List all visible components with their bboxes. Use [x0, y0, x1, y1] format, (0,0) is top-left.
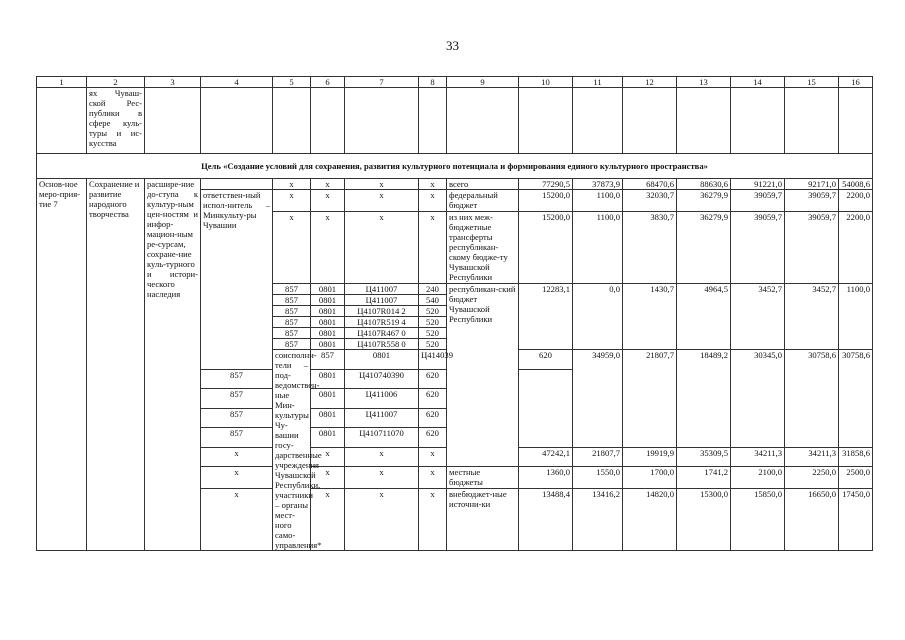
carry-over-text: ях Чуваш-ской Рес-публики в сфере куль-туры и ис-кусства: [87, 88, 145, 154]
source-label: республикан-ский бюджет Чувашской Республики: [447, 284, 519, 467]
col-header: 16: [839, 77, 873, 88]
col-header: 6: [311, 77, 345, 88]
source-label: из них меж-бюджетные трансферты республикан-скому бюдже-ту Чувашской Республики: [447, 212, 519, 284]
table-row: 857 0801 Ц4107R519 4 520: [37, 317, 873, 328]
col-header: 5: [273, 77, 311, 88]
table-row: 857 0801 Ц4107R014 2 520: [37, 306, 873, 317]
table-row: Основ-ное меро-прия-тие 7 Сохранение и развитие народного творчества расшире-ние до-ступа к культур-ным цен-ностям и инфор-мацион-ным ре-сурсам, сохране-ние куль-турного и истори-ческого наследия x x x x всего 77290,5 37873,9 68470,6 88630,6 91221,0 92171,0 54008,6: [37, 179, 873, 190]
column-number-row: [37, 77, 873, 88]
measure-goal: расшире-ние до-ступа к культур-ным цен-ностям и инфор-мацион-ным ре-сурсам, сохране-ние куль-турного и истори-ческого наследия: [145, 179, 201, 551]
table-row: 857 0801 Ц411007 620: [37, 408, 873, 428]
col-header: 15: [785, 77, 839, 88]
source-label: федеральный бюджет: [447, 190, 519, 212]
col-header: 10: [519, 77, 573, 88]
measure-number: Основ-ное меро-прия-тие 7: [37, 179, 87, 551]
measure-title: Сохранение и развитие народного творчества: [87, 179, 145, 551]
table-row: x x x x внебюджет-ные источни-ки 13488,4 13416,2 14820,0 15300,0 15850,0 16650,0 17450,0: [37, 489, 873, 551]
col-header: 11: [573, 77, 623, 88]
goal-title: Цель «Создание условий для сохранения, развития культурного потенциала и формирования единого культурного пространства»: [37, 154, 873, 179]
table-row: 857 0801 Ц411007 240 республикан-ский бюджет Чувашской Республики 12283,1 0,0 1430,7 4964,5 3452,7 3452,7 1100,0: [37, 284, 873, 295]
table-row: соисполни-тели – под-ведомствен-ные Мин-культуры Чу-вашии госу-дарственные учреждения Чувашской Республики, участники – органы мест-ного само-управления* 857 0801 Ц414039 620 34959,0 21807,7 18489,2 30345,0 30758,6 30758,6: [37, 350, 873, 370]
table-row: 857 0801 Ц4107R467 0 520: [37, 328, 873, 339]
executor-responsible: ответствен-ный испол-нитель – Минкульту-ры Чувашии: [201, 190, 273, 370]
col-header: 9: [447, 77, 519, 88]
table-row: 857 0801 Ц4107R558 0 520: [37, 339, 873, 350]
col-header: 3: [145, 77, 201, 88]
table-row: x x x x местные бюджеты 1360,0 1550,0 1700,0 1741,2 2100,0 2250,0 2500,0: [37, 467, 873, 489]
page-number: 33: [446, 38, 459, 53]
col-header: 1: [37, 77, 87, 88]
table-row: 857 0801 Ц410711070 620: [37, 428, 873, 448]
col-header: 4: [201, 77, 273, 88]
table-row: 857 0801 Ц411006 620: [37, 389, 873, 409]
table-row: 857 0801 Ц411007 540: [37, 295, 873, 306]
budget-table: [36, 76, 873, 551]
carry-over-row: [37, 88, 873, 154]
col-header: 7: [345, 77, 419, 88]
goal-row: [37, 154, 873, 179]
col-header: 13: [677, 77, 731, 88]
table-row: x x x x 47242,1 21807,7 19919,9 35309,5 34211,3 34211,3 31858,6: [37, 447, 873, 467]
source-label: внебюджет-ные источни-ки: [447, 489, 519, 551]
table-row: x x x x из них меж-бюджетные трансферты республикан-скому бюдже-ту Чувашской Республики 15200,0 1100,0 3830,7 36279,9 39059,7 39059,7 2200,0: [37, 212, 873, 284]
table-row: 857 0801 Ц410740390 620: [37, 369, 873, 389]
col-header: 12: [623, 77, 677, 88]
source-label: всего: [447, 179, 519, 190]
executor-co: соисполни-тели – под-ведомствен-ные Мин-культуры Чу-вашии госу-дарственные учреждения Чувашской Республики, участники – органы мест-ного само-управления*: [273, 350, 311, 551]
col-header: 8: [419, 77, 447, 88]
source-label: местные бюджеты: [447, 467, 519, 489]
table-row: ответствен-ный испол-нитель – Минкульту-ры Чувашии x x x x федеральный бюджет 15200,0 1100,0 32030,7 36279,9 39059,7 39059,7 2200,0: [37, 190, 873, 212]
col-header: 2: [87, 77, 145, 88]
col-header: 14: [731, 77, 785, 88]
